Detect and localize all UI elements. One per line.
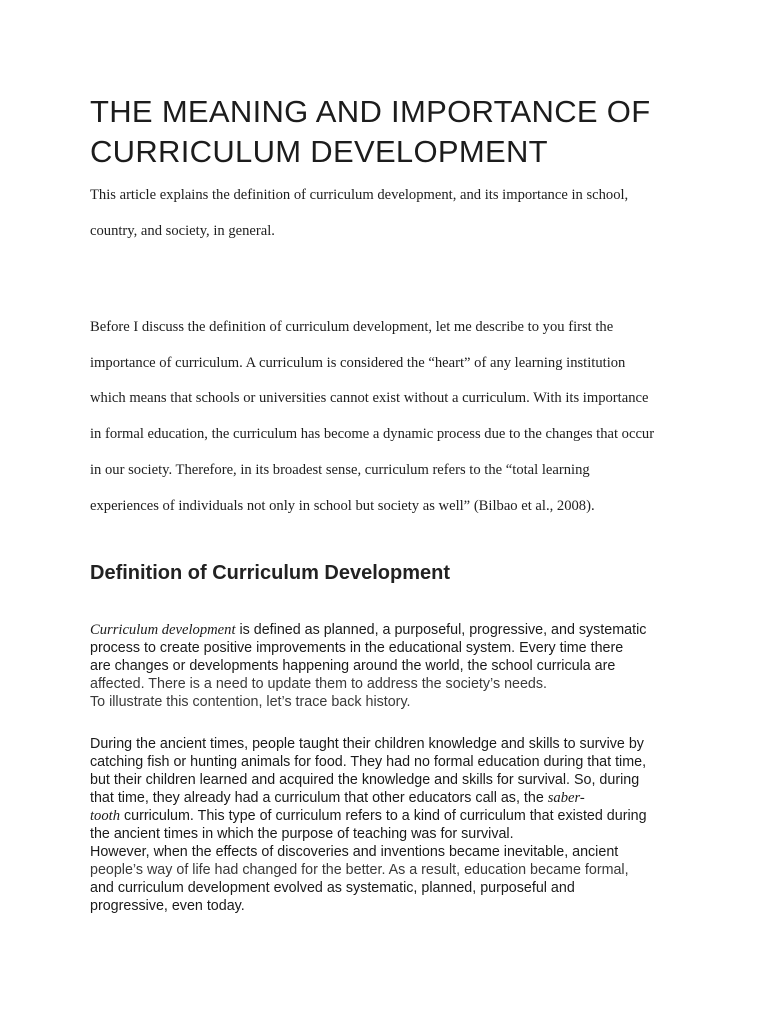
- paragraph-line: affected. There is a need to update them to address the society’s needs.: [90, 676, 548, 692]
- paragraph-line: progressive, even today.: [90, 898, 245, 914]
- paragraph-line: and curriculum development evolved as systematic, planned, purposeful and: [90, 880, 575, 896]
- paragraph-line: During the ancient times, people taught their children knowledge and skills to survive by: [90, 736, 644, 752]
- paragraph-line: importance of curriculum. A curriculum is considered the “heart” of any learning institution: [90, 354, 626, 371]
- paragraph-line: but their children learned and acquired the knowledge and skills for survival. So, during: [90, 772, 640, 788]
- saber-tooth-term-part1: saber-: [547, 790, 585, 806]
- paragraph-line: [90, 621, 690, 639]
- line-text: curriculum. This type of curriculum refers to a kind of curriculum that existed during: [120, 808, 647, 824]
- paragraph-line: experiences of individuals not only in school but society as well” (Bilbao et al., 2008).: [90, 497, 595, 514]
- defined-term: Curriculum development: [90, 622, 236, 638]
- history-paragraph: [90, 735, 690, 915]
- paragraph-line: [90, 807, 690, 825]
- paragraph-line: people’s way of life had changed for the better. As a result, education became formal,: [90, 862, 629, 878]
- page-title: THE MEANING AND IMPORTANCE OF CURRICULUM DEVELOPMENT: [90, 94, 651, 169]
- paragraph-line: process to create positive improvements in the educational system. Every time there: [90, 640, 624, 656]
- line-text: is defined as planned, a purposeful, progressive, and systematic: [235, 622, 647, 638]
- intro-line: country, and society, in general.: [90, 223, 275, 239]
- paragraph-line: in our society. Therefore, in its broadest sense, curriculum refers to the “total learning: [90, 461, 590, 478]
- paragraph-line: are changes or developments happening around the world, the school curricula are: [90, 658, 616, 674]
- section-heading: Definition of Curriculum Development: [90, 562, 451, 584]
- paragraph-line: which means that schools or universities cannot exist without a curriculum. With its importance: [90, 390, 649, 407]
- line-text: that time, they already had a curriculum that other educators call as, the: [90, 790, 548, 806]
- before-paragraph: [90, 310, 690, 524]
- paragraph-line: However, when the effects of discoveries and inventions became inevitable, ancient: [90, 844, 619, 860]
- paragraph-line: Before I discuss the definition of curriculum development, let me describe to you first the: [90, 319, 614, 335]
- paragraph-line: catching fish or hunting animals for food. They had no formal education during that time,: [90, 754, 647, 770]
- saber-tooth-term-part2: tooth: [90, 808, 120, 824]
- paragraph-line: the ancient times in which the purpose of teaching was for survival.: [90, 826, 514, 842]
- paragraph-line: [90, 789, 690, 807]
- intro-paragraph: [90, 177, 690, 249]
- intro-line: This article explains the definition of curriculum development, and its importance in school,: [90, 187, 629, 203]
- definition-paragraph: [90, 621, 690, 711]
- paragraph-line: in formal education, the curriculum has become a dynamic process due to the changes that occur: [90, 426, 655, 443]
- paragraph-line: To illustrate this contention, let’s trace back history.: [90, 694, 411, 710]
